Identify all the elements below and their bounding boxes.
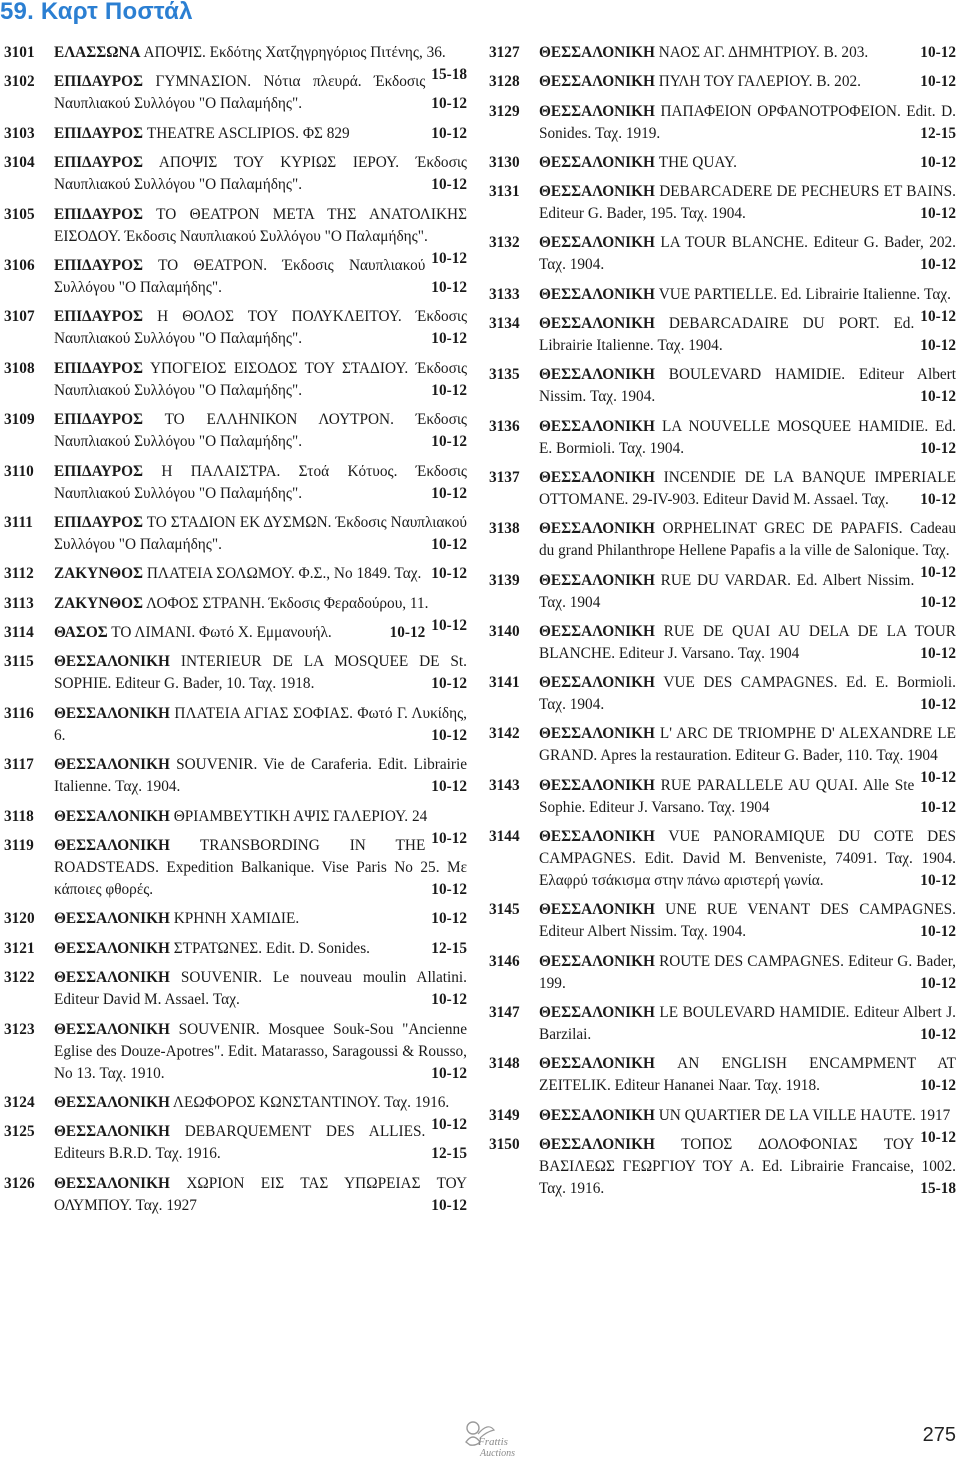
lot-number: 3133 — [489, 285, 520, 303]
lot-number: 3117 — [4, 756, 34, 774]
lot-location: ΕΠΙΔΑΥΡΟΣ — [54, 73, 144, 91]
lot-entry — [4, 651, 467, 695]
lot-title: INCENDIE DE LA BANQUE IMPERIALE OTTOMANE. 29-IV-903. Editeur David M. Assael. Ταχ. — [539, 468, 956, 508]
lot-location: ΘΕΣΣΑΛΟΝΙΚΗ — [539, 315, 655, 333]
lot-number: 3103 — [4, 124, 35, 142]
lot-entry — [4, 563, 467, 585]
lot-description — [539, 467, 956, 511]
lot-description — [54, 204, 467, 267]
lot-title: UN QUARTIER DE LA VILLE HAUTE. 1917 — [658, 1106, 951, 1124]
lot-entry — [489, 1134, 956, 1200]
lot-price: 10-12 — [431, 675, 467, 693]
lot-location: ΘΕΣΣΑΛΟΝΙΚΗ — [539, 520, 655, 538]
lot-price: 10-12 — [920, 1077, 956, 1095]
lot-entry — [489, 672, 956, 716]
lot-title: SOUVENIR. Le nouveau moulin Allatini. Editeur David M. Assael. Ταχ. — [54, 969, 467, 1009]
lot-price: 10-12 — [431, 433, 467, 451]
lot-number: 3148 — [489, 1055, 520, 1073]
lot-price: 10-12 — [920, 593, 956, 611]
lot-location: ΘΕΣΣΑΛΟΝΙΚΗ — [539, 622, 655, 640]
lot-entry — [489, 951, 956, 995]
lot-number: 3110 — [4, 462, 34, 480]
lot-number: 3105 — [4, 205, 35, 223]
lot-location: ΘΕΣΣΑΛΟΝΙΚΗ — [539, 674, 655, 692]
lot-location: ΖΑΚΥΝΘΟΣ — [54, 594, 144, 612]
lot-number: 3104 — [4, 154, 35, 172]
lot-description — [54, 358, 467, 402]
lot-entry — [4, 512, 467, 556]
lot-description — [539, 313, 956, 357]
lot-description — [54, 409, 467, 453]
lot-location: ΘΕΣΣΑΛΟΝΙΚΗ — [54, 704, 170, 722]
lot-location: ΘΕΣΣΑΛΟΝΙΚΗ — [54, 910, 170, 928]
lot-number: 3150 — [489, 1135, 520, 1153]
lot-number: 3107 — [4, 308, 35, 326]
lot-price: 10-12 — [920, 798, 956, 816]
lot-location: ΘΕΣΣΑΛΟΝΙΚΗ — [539, 901, 655, 919]
lot-price: 10-12 — [920, 564, 956, 582]
lot-number: 3132 — [489, 234, 520, 252]
lot-location: ΘΕΣΣΑΛΟΝΙΚΗ — [539, 153, 655, 171]
lot-number: 3128 — [489, 73, 520, 91]
lot-price: 10-12 — [920, 974, 956, 992]
page-number: 275 — [922, 1424, 956, 1446]
lot-entry — [4, 1121, 467, 1165]
lot-description — [54, 938, 467, 960]
lot-description — [539, 416, 956, 460]
lot-location: ΘΕΣΣΑΛΟΝΙΚΗ — [54, 653, 170, 671]
lot-number: 3146 — [489, 952, 520, 970]
lot-description — [54, 703, 467, 747]
lot-price: 10-12 — [920, 923, 956, 941]
lot-title: ΤΟ ΘΕΑΤΡΟΝ. Έκδοσις Ναυπλιακού Συλλόγου "Ο Παλαμήδης". — [54, 256, 426, 296]
lot-location: ΕΠΙΔΑΥΡΟΣ — [54, 154, 144, 172]
lot-title: AN ENGLISH ENCAMPMENT AT ZEITELIK. Editeur Hananei Naar. Ταχ. 1918. — [539, 1055, 956, 1095]
lot-title: SOUVENIR. Mosquee Souk-Sou "Ancienne Eglise des Douze-Apotres". Edit. Matarasso, Saragoussi & Rousso, No 13. Ταχ. 1910. — [54, 1020, 467, 1082]
lot-entry — [489, 416, 956, 460]
lot-title: ΠΛΑΤΕΙΑ ΣΟΛΩΜΟΥ. Φ.Σ., Νο 1849. Ταχ. — [146, 565, 422, 583]
lot-number: 3106 — [4, 256, 35, 274]
lot-description — [539, 1002, 956, 1046]
lot-number: 3130 — [489, 153, 520, 171]
lot-title: Η ΠΑΛΑΙΣΤΡΑ. Στοά Κότυος. Έκδοσις Ναυπλιακού Συλλόγου "Ο Παλαμήδης". — [54, 462, 467, 502]
lot-description — [539, 284, 956, 325]
lot-description — [54, 1092, 467, 1133]
lot-number: 3121 — [4, 939, 35, 957]
lot-location: ΕΠΙΔΑΥΡΟΣ — [54, 513, 144, 531]
lot-number: 3143 — [489, 776, 520, 794]
lot-entry — [489, 152, 956, 174]
lot-location: ΕΠΙΔΑΥΡΟΣ — [54, 124, 144, 142]
lot-number: 3138 — [489, 520, 520, 538]
lot-entry — [4, 152, 467, 196]
lot-description — [54, 754, 467, 798]
lot-entry — [489, 467, 956, 511]
lot-title: LA NOUVELLE MOSQUEE HAMIDIE. Ed. E. Bormioli. Ταχ. 1904. — [539, 417, 956, 457]
lot-entry — [4, 409, 467, 453]
lot-title: RUE DE QUAI AU DELA DE LA TOUR BLANCHE. Editeur J. Varsano. Ταχ. 1904 — [539, 622, 957, 662]
lot-entry — [4, 938, 467, 960]
lot-price: 10-12 — [431, 726, 467, 744]
lot-title: Η ΘΟΛΟΣ ΤΟΥ ΠΟΛΥΚΛΕΙΤΟΥ. Έκδοσις Ναυπλιακού Συλλόγου "Ο Παλαμήδης". — [54, 308, 468, 348]
lot-entry — [489, 570, 956, 614]
lot-price: 15-18 — [920, 1179, 956, 1197]
lot-price: 15-18 — [431, 66, 467, 83]
lot-column-right — [489, 42, 956, 1207]
lot-title: ROUTE DES CAMPAGNES. Editeur G. Bader, 199. — [539, 952, 957, 992]
lot-number: 3124 — [4, 1093, 35, 1111]
lot-number: 3120 — [4, 910, 35, 928]
lot-title: ΑΠΟΨΙΣ. Εκδότης Χατζηγρηγόριος Πιτένης, 36. — [143, 44, 446, 61]
lot-title: BOULEVARD HAMIDIE. Editeur Albert Nissim. Ταχ. 1904. — [539, 366, 956, 406]
lot-price: 10-12 — [920, 256, 956, 274]
lot-description — [539, 621, 956, 665]
lot-entry — [489, 71, 956, 93]
lot-entry — [4, 908, 467, 930]
lot-price: 10-12 — [431, 1064, 467, 1082]
lot-number: 3145 — [489, 901, 520, 919]
lot-price: 10-12 — [431, 249, 467, 267]
lot-description — [539, 181, 956, 225]
lot-title: DEBARCADERE DE PECHEURS ET BAINS. Editeur G. Bader, 195. Ταχ. 1904. — [539, 183, 956, 223]
lot-price: 10-12 — [920, 769, 956, 787]
lot-title: VUE PARTIELLE. Ed. Librairie Italienne. Ταχ. — [658, 285, 951, 303]
lot-description — [539, 723, 956, 787]
lot-entry — [4, 754, 467, 798]
lot-title: VUE DES CAMPAGNES. Ed. E. Bormioli. Ταχ. 1904. — [539, 674, 957, 714]
lot-title: TRANSBORDING IN THE ROADSTEADS. Expedition Balkanique. Vise Paris No 25. Με κάποιες φθορές. — [54, 837, 467, 899]
lot-location: ΘΕΣΣΑΛΟΝΙΚΗ — [539, 952, 655, 970]
lot-entry — [489, 621, 956, 665]
lot-title: ORPHELINAT GREC DE PAPAFIS. Cadeau du grand Philanthrope Hellene Papafis a la ville de Salonique. Ταχ. — [539, 520, 956, 560]
lot-number: 3119 — [4, 837, 34, 855]
lot-location: ΘΕΣΣΑΛΟΝΙΚΗ — [539, 285, 655, 303]
lot-location: ΘΕΣΣΑΛΟΝΙΚΗ — [54, 756, 170, 774]
lot-number: 3123 — [4, 1020, 35, 1038]
lot-entry — [489, 826, 956, 892]
lot-price: 10-12 — [431, 1115, 467, 1133]
lot-title: ΧΩΡΙΟΝ ΕΙΣ ΤΑΣ ΥΠΩΡΕΙΑΣ ΤΟΥ ΟΛΥΜΠΟΥ. Ταχ. 1927 — [54, 1174, 467, 1214]
lot-entry — [4, 1173, 467, 1217]
lot-number: 3144 — [489, 828, 520, 846]
lot-title: ΤΟ ΕΛΛΗΝΙΚΟΝ ΛΟΥΤΡΟΝ. Έκδοσις Ναυπλιακού Συλλόγου "Ο Παλαμήδης". — [54, 411, 467, 451]
lot-description — [539, 71, 956, 93]
lot-number: 3135 — [489, 366, 520, 384]
lot-location: ΘΕΣΣΑΛΟΝΙΚΗ — [539, 468, 655, 486]
lot-number: 3109 — [4, 411, 35, 429]
lot-title: ΣΤΡΑΤΩΝΕΣ. Edit. D. Sonides. — [173, 939, 370, 957]
lot-price: 10-12 — [431, 176, 467, 194]
lot-description — [539, 570, 956, 614]
lot-title: LE BOULEVARD HAMIDIE. Editeur Albert J. Barzilai. — [539, 1003, 956, 1043]
lot-location: ΘΕΣΣΑΛΟΝΙΚΗ — [54, 837, 170, 855]
logo-line-1: Frattis — [478, 1436, 508, 1448]
lot-title: RUE DU VARDAR. Ed. Albert Nissim. Ταχ. 1904 — [539, 571, 915, 611]
lot-entry — [4, 358, 467, 402]
lot-location: ΕΠΙΔΑΥΡΟΣ — [54, 462, 144, 480]
lot-number: 3141 — [489, 674, 520, 692]
lot-entry — [4, 703, 467, 747]
lot-location: ΘΕΣΣΑΛΟΝΙΚΗ — [539, 571, 655, 589]
lot-number: 3102 — [4, 73, 35, 91]
lot-price: 10-12 — [389, 624, 426, 642]
lot-title: L' ARC DE TRIOMPHE D' ALEXANDRE LE GRAND. Apres la restauration. Editeur G. Bader, 110. Ταχ. 1904 — [539, 725, 956, 765]
lot-location: ΘΕΣΣΑΛΟΝΙΚΗ — [539, 234, 655, 252]
lot-location: ΘΕΣΣΑΛΟΝΙΚΗ — [539, 1106, 655, 1124]
lot-entry — [489, 1053, 956, 1097]
lot-description — [539, 101, 956, 145]
lot-title: ΘΡΙΑΜΒΕΥΤΙΚΗ ΑΨΙΣ ΓΑΛΕΡΙΟΥ. 24 — [173, 807, 428, 825]
lot-entry — [4, 461, 467, 505]
lot-entry — [4, 255, 467, 299]
lot-description — [539, 518, 956, 582]
lot-description — [539, 1105, 956, 1146]
lot-description — [54, 563, 467, 585]
lot-price: 10-12 — [431, 278, 467, 296]
lot-entry — [4, 622, 467, 644]
lot-price: 10-12 — [920, 205, 956, 223]
lot-description — [54, 1121, 467, 1165]
lot-price: 10-12 — [431, 991, 467, 1009]
lot-description — [54, 1019, 467, 1085]
lot-price: 12-15 — [431, 1145, 467, 1163]
lot-description — [539, 1053, 956, 1097]
lot-description — [539, 672, 956, 716]
lot-price: 10-12 — [431, 778, 467, 796]
lot-entry — [489, 899, 956, 943]
lot-title: ΛΕΩΦΟΡΟΣ ΚΩΝΣΤΑΝΤΙΝΟΥ. Ταχ. 1916. — [172, 1093, 450, 1111]
lot-number: 3129 — [489, 102, 520, 120]
lot-entry — [489, 42, 956, 64]
lot-price: 10-12 — [920, 696, 956, 714]
lot-location: ΕΠΙΔΑΥΡΟΣ — [54, 205, 144, 223]
lot-title: SOUVENIR. Vie de Caraferia. Edit. Librairie Italienne. Ταχ. 1904. — [54, 756, 468, 796]
lot-title: VUE PANORAMIQUE DU COTE DES CAMPAGNES. Edit. David M. Benveniste, 74091. Ταχ. 1904. Ελαφρύ τσάκισμα στην πάνω αριστερή γωνία. — [539, 828, 956, 890]
lot-price: 10-12 — [431, 381, 467, 399]
page-title: 59. Καρτ Ποστάλ — [0, 0, 193, 25]
lot-title: ΛΟΦΟΣ ΣΤΡΑΝΗ. Έκδοσις Φεραδούρου, 11. — [146, 594, 429, 612]
lot-number: 3125 — [4, 1123, 35, 1141]
lot-title: ΤΟ ΛΙΜΑΝΙ. Φωτό Χ. Εμμανουήλ. — [111, 624, 332, 642]
lot-price: 10-12 — [920, 307, 956, 325]
logo-line-2: Auctions — [480, 1448, 515, 1459]
lot-description — [54, 71, 467, 115]
lot-location: ΘΕΣΣΑΛΟΝΙΚΗ — [539, 102, 655, 120]
lot-location: ΘΕΣΣΑΛΟΝΙΚΗ — [539, 417, 655, 435]
lot-description — [539, 232, 956, 276]
lot-description — [539, 364, 956, 408]
lot-description — [54, 835, 467, 901]
lot-number: 3126 — [4, 1174, 35, 1192]
lot-price: 10-12 — [920, 388, 956, 406]
lot-description — [54, 651, 467, 695]
cherub-logo-icon — [460, 1412, 524, 1460]
lot-title: ΤΟΠΟΣ ΔΟΛΟΦΟΝΙΑΣ ΤΟΥ ΒΑΣΙΛΕΩΣ ΓΕΩΡΓΙΟΥ ΤΟΥ Α. Ed. Librairie Francaise, 1002. Ταχ. 1916. — [539, 1135, 956, 1197]
lot-price: 10-12 — [920, 1025, 956, 1043]
lot-location: ΕΠΙΔΑΥΡΟΣ — [54, 308, 144, 326]
lot-title: THE QUAY. — [658, 153, 737, 171]
lot-description — [54, 306, 467, 350]
lot-description — [539, 152, 956, 174]
lot-price: 10-12 — [431, 330, 467, 348]
lot-description — [54, 622, 467, 644]
lot-entry — [489, 181, 956, 225]
lot-price: 10-12 — [431, 829, 467, 847]
lot-description — [539, 899, 956, 943]
lot-price: 10-12 — [431, 124, 467, 142]
lot-price: 10-12 — [920, 439, 956, 457]
lot-description — [54, 152, 467, 196]
lot-title: ΠΑΠΑΦΕΙΟΝ ΟΡΦΑΝΟΤΡΟΦΕΙΟΝ. Edit. D. Sonides. Ταχ. 1919. — [539, 102, 957, 142]
lot-number: 3137 — [489, 468, 520, 486]
lot-description — [539, 42, 956, 64]
lot-title: ΤΟ ΘΕΑΤΡΟΝ ΜΕΤΑ ΤΗΣ ΑΝΑΤΟΛΙΚΗΣ ΕΙΣΟΔΟΥ. Έκδοσις Ναυπλιακού Συλλόγου "Ο Παλαμήδης". — [54, 205, 467, 245]
lot-location: ΘΕΣΣΑΛΟΝΙΚΗ — [539, 725, 655, 743]
lot-location: ΘΕΣΣΑΛΟΝΙΚΗ — [54, 969, 170, 987]
lot-price: 10-12 — [431, 1196, 467, 1214]
lot-title: DEBARCADAIRE DU PORT. Ed. Librairie Italienne. Ταχ. 1904. — [539, 315, 915, 355]
lot-location: ΘΕΣΣΑΛΟΝΙΚΗ — [539, 1135, 655, 1153]
lot-price: 10-12 — [920, 337, 956, 355]
lot-number: 3131 — [489, 183, 520, 201]
lot-location: ΘΕΣΣΑΛΟΝΙΚΗ — [539, 44, 655, 61]
lot-price: 10-12 — [920, 1128, 956, 1146]
lot-description — [54, 255, 467, 299]
lot-entry — [4, 306, 467, 350]
lot-title: ΠΥΛΗ ΤΟΥ ΓΑΛΕΡΙΟΥ. Β. 202. — [658, 73, 861, 91]
lot-description — [54, 967, 467, 1011]
lot-number: 3149 — [489, 1106, 520, 1124]
lot-number: 3101 — [4, 44, 35, 61]
lot-location: ΕΠΙΔΑΥΡΟΣ — [54, 256, 144, 274]
lot-price: 10-12 — [431, 535, 467, 553]
lot-price: 10-12 — [431, 484, 467, 502]
lot-price: 12-15 — [431, 939, 467, 957]
lot-title: RUE PARALLELE AU QUAI. Alle Ste Sophie. Editeur J. Varsano. Ταχ. 1904 — [539, 776, 915, 816]
lot-location: ΘΑΣΟΣ — [54, 624, 108, 642]
lot-number: 3140 — [489, 622, 520, 640]
lot-title: ΝΑΟΣ ΑΓ. ΔΗΜΗΤΡΙΟΥ. Β. 203. — [658, 44, 869, 61]
lot-number: 3142 — [489, 725, 520, 743]
lot-title: ΠΛΑΤΕΙΑ ΑΓΙΑΣ ΣΟΦΙΑΣ. Φωτό Γ. Λυκίδης, 6. — [54, 704, 467, 744]
lot-description — [54, 806, 467, 847]
lot-number: 3134 — [489, 315, 520, 333]
lot-entry — [4, 123, 467, 145]
lot-location: ΘΕΣΣΑΛΟΝΙΚΗ — [54, 1020, 170, 1038]
lot-title: INTERIEUR DE LA MOSQUEE DE St. SOPHIE. Editeur G. Bader, 10. Ταχ. 1918. — [54, 653, 467, 693]
lot-description — [539, 951, 956, 995]
lot-entry — [4, 835, 467, 901]
lot-description — [539, 1134, 956, 1200]
lot-location: ΘΕΣΣΑΛΟΝΙΚΗ — [54, 1123, 170, 1141]
lot-price: 10-12 — [920, 44, 956, 61]
lot-entry — [4, 967, 467, 1011]
lot-price: 12-15 — [920, 124, 956, 142]
lot-price: 10-12 — [431, 881, 467, 899]
lot-location: ΘΕΣΣΑΛΟΝΙΚΗ — [539, 828, 655, 846]
lot-number: 3111 — [4, 513, 33, 531]
lot-number: 3115 — [4, 653, 34, 671]
lot-title: DEBARQUEMENT DES ALLIES. Editeurs B.R.D. Ταχ. 1916. — [54, 1123, 426, 1163]
lot-location: ΘΕΣΣΑΛΟΝΙΚΗ — [539, 366, 655, 384]
lot-description — [54, 908, 467, 930]
lot-number: 3122 — [4, 969, 35, 987]
lot-description — [54, 123, 467, 145]
lot-location: ΕΛΑΣΣΩΝΑ — [54, 44, 141, 61]
lot-entry — [489, 775, 956, 819]
lot-number: 3136 — [489, 417, 520, 435]
lot-title: THEATRE ASCLIPIOS. ΦΣ 829 — [146, 124, 350, 142]
lot-entry — [489, 364, 956, 408]
lot-title: UNE RUE VENANT DES CAMPAGNES. Editeur Albert Nissim. Ταχ. 1904. — [539, 901, 956, 941]
lot-number: 3118 — [4, 807, 34, 825]
lot-description — [54, 512, 467, 556]
lot-location: ΘΕΣΣΑΛΟΝΙΚΗ — [539, 776, 655, 794]
lot-number: 3139 — [489, 571, 520, 589]
lot-location: ΖΑΚΥΝΘΟΣ — [54, 565, 144, 583]
lot-price: 10-12 — [431, 910, 467, 928]
lot-entry — [489, 1002, 956, 1046]
lot-number: 3108 — [4, 359, 35, 377]
lot-entry — [489, 313, 956, 357]
lot-price: 10-12 — [431, 616, 467, 634]
lot-number: 3112 — [4, 565, 34, 583]
lot-price: 10-12 — [920, 490, 956, 508]
lot-price: 10-12 — [920, 153, 956, 171]
lot-location: ΘΕΣΣΑΛΟΝΙΚΗ — [54, 1093, 170, 1111]
auction-house-logo — [460, 1412, 524, 1460]
lot-entry — [489, 232, 956, 276]
lot-number: 3114 — [4, 624, 34, 642]
lot-description — [539, 826, 956, 892]
lot-location: ΕΠΙΔΑΥΡΟΣ — [54, 411, 144, 429]
lot-number: 3116 — [4, 704, 34, 722]
lot-price: 10-12 — [920, 872, 956, 890]
lot-title: ΥΠΟΓΕΙΟΣ ΕΙΣΟΔΟΣ ΤΟΥ ΣΤΑΔΙΟΥ. Έκδοσις Ναυπλιακού Συλλόγου "Ο Παλαμήδης". — [54, 359, 467, 399]
lot-price: 10-12 — [920, 73, 956, 91]
lot-title: ΚΡΗΝΗ ΧΑΜΙΔΙΕ. — [173, 910, 300, 928]
lot-column-left — [4, 42, 467, 1224]
lot-location: ΕΠΙΔΑΥΡΟΣ — [54, 359, 144, 377]
lot-number: 3127 — [489, 44, 520, 61]
lot-description — [54, 1173, 467, 1217]
lot-price: 10-12 — [920, 644, 956, 662]
lot-title: ΑΠΟΨΙΣ ΤΟΥ ΚΥΡΙΩΣ ΙΕΡΟΥ. Έκδοσις Ναυπλιακού Συλλόγου "Ο Παλαμήδης". — [54, 154, 467, 194]
lot-price: 10-12 — [431, 565, 467, 583]
lot-entry — [4, 1019, 467, 1085]
lot-location: ΘΕΣΣΑΛΟΝΙΚΗ — [539, 1003, 655, 1021]
lot-title: ΓΥΜΝΑΣΙΟΝ. Νότια πλευρά. Έκδοσις Ναυπλιακού Συλλόγου "Ο Παλαμήδης". — [54, 73, 426, 113]
lot-number: 3147 — [489, 1003, 520, 1021]
lot-number: 3113 — [4, 594, 34, 612]
lot-location: ΘΕΣΣΑΛΟΝΙΚΗ — [539, 183, 655, 201]
lot-location: ΘΕΣΣΑΛΟΝΙΚΗ — [539, 1055, 655, 1073]
lot-entry — [489, 101, 956, 145]
lot-description — [54, 461, 467, 505]
lot-location: ΘΕΣΣΑΛΟΝΙΚΗ — [54, 807, 170, 825]
lot-title: ΤΟ ΣΤΑΔΙΟΝ ΕΚ ΔΥΣΜΩΝ. Έκδοσις Ναυπλιακού Συλλόγου "Ο Παλαμήδης". — [54, 513, 467, 553]
lot-location: ΘΕΣΣΑΛΟΝΙΚΗ — [54, 1174, 170, 1192]
lot-price: 10-12 — [431, 95, 467, 113]
lot-location: ΘΕΣΣΑΛΟΝΙΚΗ — [539, 73, 655, 91]
lot-title: LA TOUR BLANCHE. Editeur G. Bader, 202. Ταχ. 1904. — [539, 234, 957, 274]
lot-description — [539, 775, 956, 819]
lot-location: ΘΕΣΣΑΛΟΝΙΚΗ — [54, 939, 170, 957]
lot-entry — [4, 71, 467, 115]
